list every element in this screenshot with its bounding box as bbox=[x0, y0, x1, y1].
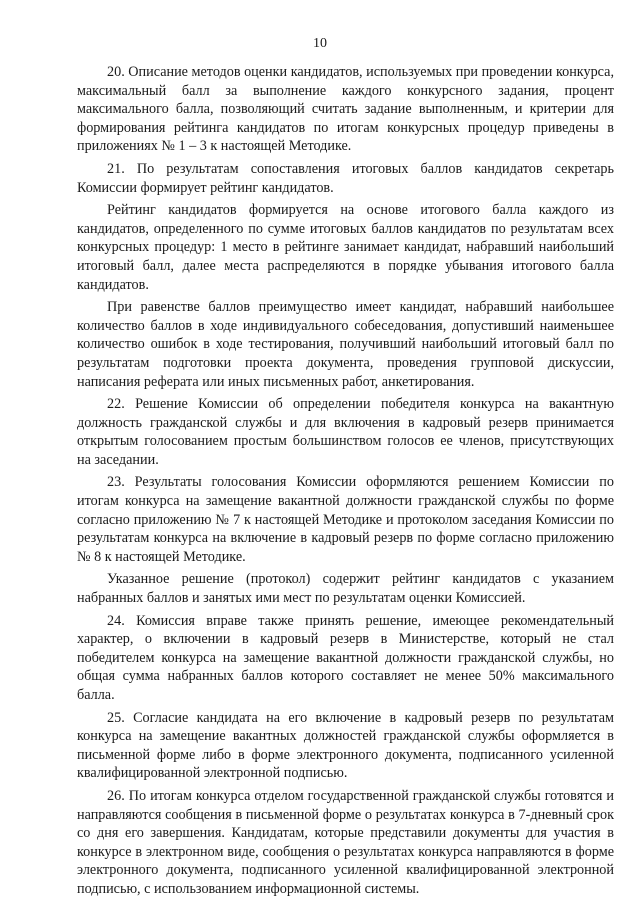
page-number: 10 bbox=[313, 36, 327, 51]
paragraph-decision-rating: Указанное решение (протокол) содержит рейтинг кандидатов с указанием набранных баллов и занятых ими мест по результатам оценки Комиссией. bbox=[77, 571, 614, 607]
paragraph-item-26: 26. По итогам конкурса отделом государственной гражданской службы готовятся и направляются сообщения в письменной форме о результатах конкурса в 7-дневный срок со дня его завершения. Кандидатам, которые представили документы для участия в конкурсе в электронном виде, сообщения о результатах конкурса направляются в форме электронного документа, подписанного усиленной квалифицированной электронной подписью, с использованием информационной системы. bbox=[77, 787, 614, 897]
paragraph-item-23: 23. Результаты голосования Комиссии оформляются решением Комиссии по итогам конкурса на замещение вакантной должности гражданской службы по форме согласно приложению № 7 к настоящей Методике и протоколом заседания Комиссии по результатам конкурса на включение в кадровый резерв по форме согласно приложению № 8 к настоящей Методике. bbox=[77, 474, 614, 565]
paragraph-rating-formation: Рейтинг кандидатов формируется на основе итогового балла каждого из кандидатов, определенного по сумме итоговых баллов кандидатов по результатам всех конкурсных процедур: 1 место в рейтинге занимает кандидат, набравший наибольший итоговый балл, далее места распределяются в порядке убывания итогового балла кандидатов. bbox=[77, 202, 614, 293]
paragraph-item-25: 25. Согласие кандидата на его включение в кадровый резерв по результатам конкурса на замещение вакантных должностей гражданской службы оформляется в письменной форме либо в форме электронного документа, подписанного усиленной квалифицированной электронной подписью. bbox=[77, 709, 614, 782]
paragraph-item-22: 22. Решение Комиссии об определении победителя конкурса на вакантную должность гражданской службы и для включения в кадровый резерв принимается открытым голосованием простым большинством голосов ее членов, присутствующих на заседании. bbox=[77, 396, 614, 468]
paragraph-tie-break: При равенстве баллов преимущество имеет кандидат, набравший наибольшее количество баллов в ходе индивидуального собеседования, допустивший наименьшее количество ошибок в ходе тестирования, получивший наибольший итоговый балл по результатам подготовки проекта документа, проведения групповой дискуссии, написания реферата или иных письменных работ, анкетирования. bbox=[77, 299, 614, 390]
document-body bbox=[77, 63, 614, 903]
paragraph-item-20: 20. Описание методов оценки кандидатов, используемых при проведении конкурса, максимальный балл за выполнение каждого конкурсного задания, процент максимального балла, позволяющий считать задание выполненным, и критерии для формирования рейтинга кандидатов по итогам конкурсных процедур приведены в приложениях № 1 – 3 к настоящей Методике. bbox=[77, 64, 614, 155]
paragraph-item-24: 24. Комиссия вправе также принять решение, имеющее рекомендательный характер, о включении в кадровый резерв в Министерстве, который не стал победителем конкурса на замещение вакантной должности гражданской службы, но общая сумма набранных баллов которого составляет не менее 50% максимального балла. bbox=[77, 612, 614, 703]
paragraph-item-21: 21. По результатам сопоставления итоговых баллов кандидатов секретарь Комиссии формирует рейтинг кандидатов. bbox=[77, 160, 614, 196]
